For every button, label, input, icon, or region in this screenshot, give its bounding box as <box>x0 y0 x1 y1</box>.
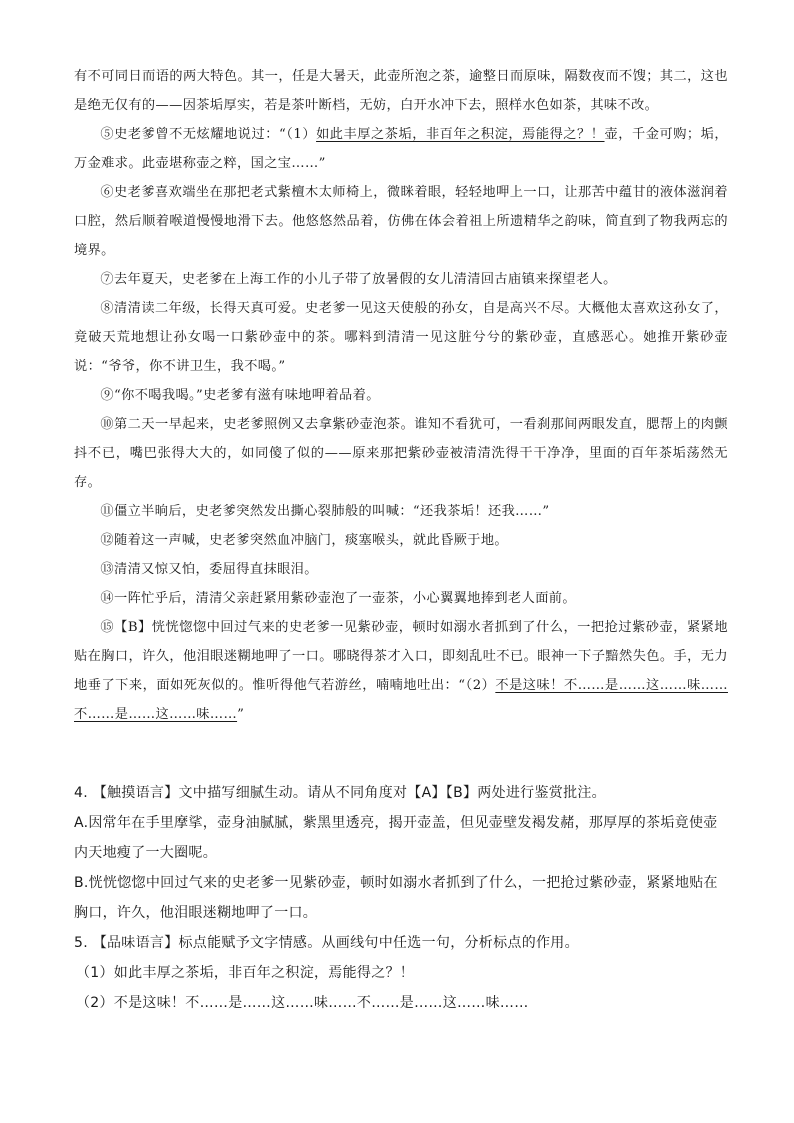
question-4-title: 4. 【触摸语言】文中描写细腻生动。请从不同角度对【A】【B】两处进行鉴赏批注。 <box>74 785 606 801</box>
paragraph-5 <box>74 120 728 178</box>
paragraph-13: ⑬清清又惊又怕，委屈得直抹眼泪。 <box>100 562 318 577</box>
paragraph-15-close: ” <box>237 707 245 722</box>
question-4-option-b: B.恍恍惚惚中回过气来的史老爹一见紫砂壶，顿时如溺水者抓到了什么，一把抢过紫砂壶，紧紧地贴在胸口，许久，他泪眼迷糊地呷了一口。 <box>74 875 718 921</box>
paragraph-7: ⑦去年夏天，史老爹在上海工作的小儿子带了放暑假的女儿清清回古庙镇来探望老人。 <box>100 272 617 287</box>
question-5-title: 5. 【品味语言】标点能赋予文字情感。从画线句中任选一句，分析标点的作用。 <box>74 935 579 951</box>
story-text <box>74 62 728 729</box>
paragraph-15-lead: ⑮【B】恍恍惚惚中回过气来的史老爹一见紫砂壶，顿时如溺水者抓到了什么，一把抢过紫砂壶，紧紧地贴在胸口，许久，他泪眼迷糊地呷了一口。哪晓得茶才入口，即刻乱吐不已。眼神一下子黯然失色。手，无力地垂了下来，面如死灰似的。惟听得他气若游丝，喃喃地吐出：“（2） <box>74 620 728 693</box>
paragraph-5-rest: 壶，千金可购；垢，万金难求。此壶堪称壶之粹，国之宝……” <box>74 127 728 171</box>
paragraph-14: ⑭一阵忙乎后，清清父亲赶紧用紫砂壶泡了一壶茶，小心翼翼地捧到老人面前。 <box>100 591 576 606</box>
paragraph-12: ⑫随着这一声喊，史老爹突然血冲脑门，痰塞喉头，就此昏厥于地。 <box>100 533 509 548</box>
underlined-sentence-1: 如此丰厚之茶垢，非百年之积淀，焉能得之？！ <box>316 127 605 142</box>
paragraph-9: ⑨“你不喝我喝。”史老爹有滋有味地呷着品着。 <box>100 388 380 403</box>
paragraph-8: ⑧清清读二年级，长得天真可爱。史老爹一见这天使般的孙女，自是高兴不尽。大概他太喜欢这孙女了，竟破天荒地想让孙女喝一口紫砂壶中的茶。哪料到清清一见这脏兮兮的紫砂壶，直感恶心。她推开紫砂壶说：“爷爷，你不讲卫生，我不喝。” <box>74 301 728 374</box>
question-5-item-1: （1）如此丰厚之茶垢，非百年之积淀，焉能得之？！ <box>76 965 415 981</box>
paragraph-11: ⑪僵立半晌后，史老爹突然发出撕心裂肺般的叫喊：“还我茶垢！还我……” <box>100 504 550 519</box>
question-4-option-a: A.因常年在手里摩挲，壶身油腻腻，紫黑里透亮，揭开壶盖，但见壶壁发褐发赭，那厚厚的茶垢竟使壶内天地瘦了一大圈呢。 <box>74 815 718 861</box>
paragraph-6: ⑥史老爹喜欢端坐在那把老式紫檀木太师椅上，微眯着眼，轻轻地呷上一口，让那苦中蕴甘的液体滋润着口腔，然后顺着喉道慢慢地滑下去。他悠悠然品着，仿佛在体会着祖上所遗精华之韵味，简直到了物我两忘的境界。 <box>74 185 728 258</box>
questions-section <box>74 778 724 1018</box>
question-5-item-2: （2）不是这味！不……是……这……味……不……是……这……味…… <box>76 995 529 1011</box>
paragraph-15 <box>74 613 728 729</box>
paragraph-10: ⑩第二天一早起来，史老爹照例又去拿紫砂壶泡茶。谁知不看犹可，一看刹那间两眼发直，腮帮上的肉颤抖不已，嘴巴张得大大的，如同傻了似的——原来那把紫砂壶被清清洗得干干净净，里面的百年茶垢荡然无存。 <box>74 417 728 490</box>
underlined-sentence-2: 不是这味！不……是……这……味……不……是……这……味…… <box>74 678 728 722</box>
paragraph-5-lead: ⑤史老爹曾不无炫耀地说过：“（1） <box>100 127 317 142</box>
paragraph-continued: 有不可同日而语的两大特色。其一，任是大暑天，此壶所泡之茶，逾整日而原味，隔数夜而不馊；其二，这也是绝无仅有的——因茶垢厚实，若是茶叶断档，无妨，白开水冲下去，照样水色如茶，其味不改。 <box>74 69 728 113</box>
